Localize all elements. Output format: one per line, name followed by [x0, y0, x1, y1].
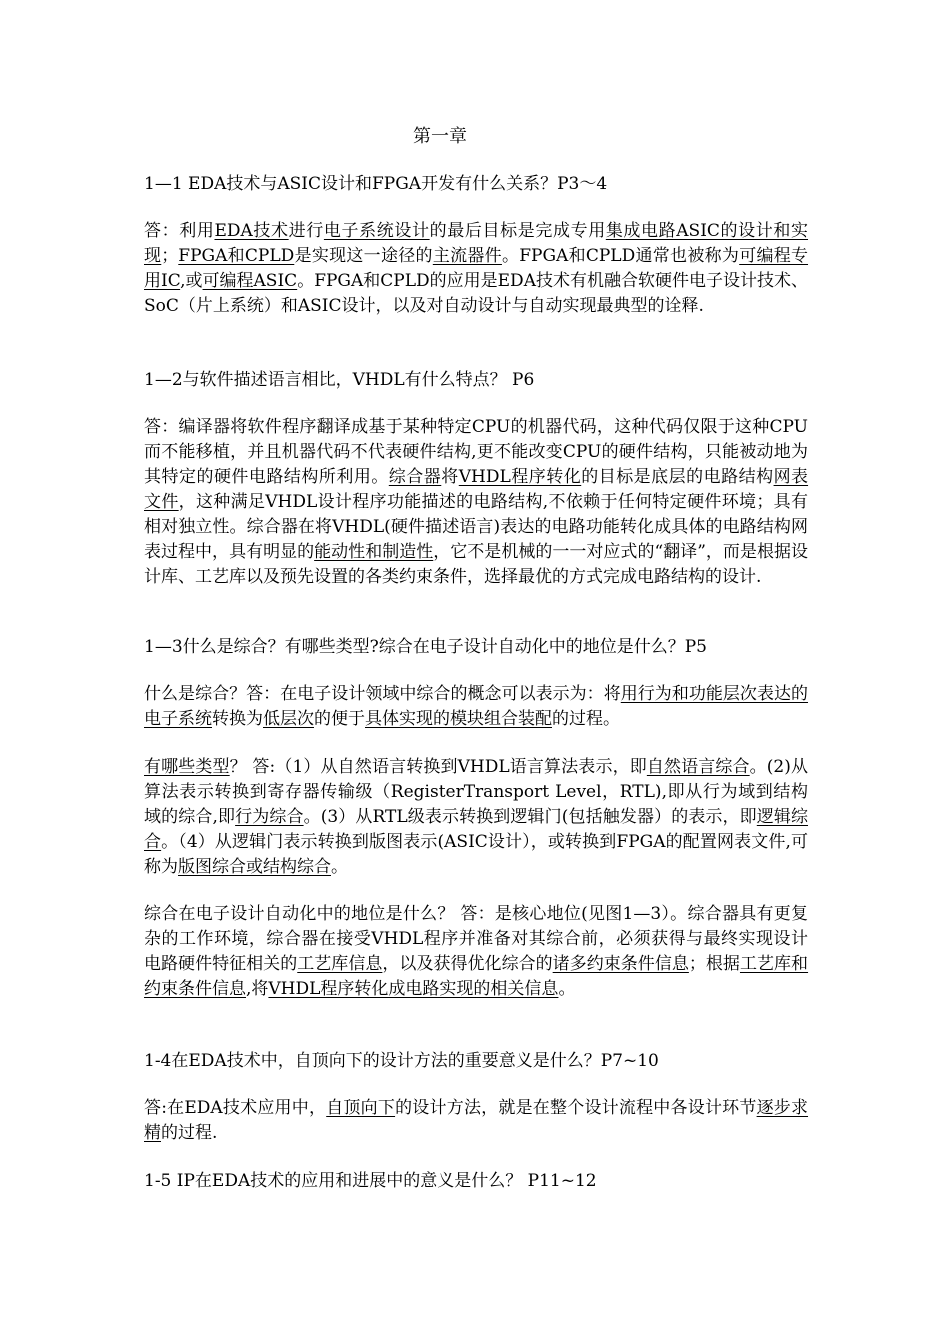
text-run: 答:在EDA技术应用中，	[144, 1098, 327, 1118]
underlined-term: 版图综合或结构综合	[178, 857, 331, 877]
question-1-1: 1—1 EDA技术与ASIC设计和FPGA开发有什么关系？P3～4	[144, 174, 608, 194]
underlined-term: 低层次	[263, 709, 314, 729]
underlined-term: 能动性和制造性	[314, 542, 434, 562]
text-run: 。	[331, 857, 348, 877]
underlined-term: 有哪些类型	[144, 757, 230, 777]
underlined-term: FPGA和CPLD	[178, 246, 295, 266]
underlined-term: VHDL程序转化成电路实现的相关信息	[268, 979, 559, 999]
underlined-term: 主流器件	[432, 246, 502, 266]
text-run: 是实现这一途径的	[294, 246, 433, 266]
underlined-term: 具体实现的模块组合装配	[365, 709, 552, 729]
text-run: 转换为	[212, 709, 263, 729]
text-run: 的目标是底层的电路结构	[581, 467, 774, 487]
question-1-4: 1-4在EDA技术中，自顶向下的设计方法的重要意义是什么？P7~10	[144, 1051, 659, 1071]
answer-1-4	[144, 1096, 808, 1146]
text-run: ；根据	[688, 954, 740, 974]
text-run: ；	[161, 246, 179, 266]
answer-1-2	[144, 415, 808, 590]
underlined-term: 逐步求精	[144, 1098, 809, 1143]
text-run: 。FPGA和CPLD通常也被称为	[501, 246, 740, 266]
underlined-term: 自然语言综合	[646, 757, 750, 777]
text-run: 的过程。	[552, 709, 620, 729]
answer-1-3-types	[144, 755, 808, 880]
answer-1-1	[144, 219, 808, 319]
answer-1-3-definition	[144, 682, 808, 732]
underlined-term: 可编程专用IC	[144, 246, 809, 291]
underlined-term: VHDL程序转化	[458, 467, 582, 487]
text-run: 进行	[288, 221, 324, 241]
underlined-term: EDA技术	[214, 221, 289, 241]
text-run: ，以及获得优化综合的	[382, 954, 553, 974]
text-run: ，这种满足VHDL设计程序功能描述的电路结构,不依赖于任何特定硬件环境；具有相对独立性。综合器在将VHDL(硬件描述语言)表达的电路功能转化成具体的电路结构网表过程中，具有明显的	[144, 492, 808, 562]
underlined-term: 综合器	[388, 467, 442, 487]
text-run: 的最后目标是完成专用	[429, 221, 606, 241]
text-run: ？ 答:（1）从自然语言转换到VHDL语言算法表示，即	[229, 757, 647, 777]
text-run: 的便于	[314, 709, 365, 729]
underlined-term: 工艺库信息	[297, 954, 383, 974]
underlined-term: 工艺库和约束条件信息	[144, 954, 809, 999]
question-1-2: 1—2与软件描述语言相比，VHDL有什么特点？ P6	[144, 370, 535, 390]
text-run: 答：编译器将软件程序翻译成基于某种特定CPU的机器代码，这种代码仅限于这种CPU而不能移植，并且机器代码不代表硬件结构,更不能改变CPU的硬件结构，只能被动地为其特定的硬件电路结构所利用。	[144, 417, 808, 487]
underlined-term: 逻辑综合	[144, 807, 809, 852]
question-1-5: 1-5 IP在EDA技术的应用和进展中的意义是什么？ P11~12	[144, 1171, 597, 1191]
text-run: 综合在电子设计自动化中的地位是什么？ 答：是核心地位(见图1—3）。综合器具有更复杂的工作环境，综合器在接受VHDL程序并准备对其综合前，必须获得与最终实现设计电路硬件特征相关的	[144, 904, 808, 974]
chapter-title: 第一章	[413, 126, 467, 147]
text-run: 的过程.	[161, 1123, 218, 1143]
text-run: 答：利用	[144, 221, 215, 241]
text-run: ,将	[246, 979, 269, 999]
underlined-term: 自顶向下	[326, 1098, 396, 1118]
text-run: 。FPGA和CPLD的应用是EDA技术有机融合软硬件电子设计技术、SoC（片上系统）和ASIC设计，以及对自动设计与自动实现最典型的诠释.	[144, 271, 808, 316]
text-run: 。(2)从算法表示转换到寄存器传输级（RegisterTransport Level，RTL),即从行为域到结构域的综合,即	[144, 757, 809, 827]
text-run: ，它不是机械的一一对应式的“翻译”，而是根据设计库、工艺库以及预先设置的各类约束条件，选择最优的方式完成电路结构的设计.	[144, 542, 808, 587]
underlined-term: 用行为和功能层次表达的电子系统	[144, 684, 809, 729]
question-1-3: 1—3什么是综合？有哪些类型?综合在电子设计自动化中的地位是什么？P5	[144, 637, 707, 657]
text-run: 将	[441, 467, 459, 487]
text-run: 。（4）从逻辑门表示转换到版图表示(ASIC设计），或转换到FPGA的配置网表文件,可称为	[144, 832, 808, 877]
underlined-term: 行为综合	[235, 807, 304, 827]
underlined-term: 网表文件	[144, 467, 809, 512]
underlined-term: 可编程ASIC	[202, 271, 298, 291]
underlined-term: 集成电路ASIC的设计和实现	[144, 221, 809, 266]
text-run: 的设计方法，就是在整个设计流程中各设计环节	[395, 1098, 757, 1118]
text-run: 。(3）从RTL级表示转换到逻辑门(包括触发器）的表示，即	[303, 807, 757, 827]
answer-1-3-status	[144, 902, 808, 1002]
text-run: 什么是综合？答：在电子设计领域中综合的概念可以表示为：将	[144, 684, 621, 704]
underlined-term: 诸多约束条件信息	[552, 954, 689, 974]
text-run: 。	[558, 979, 576, 999]
underlined-term: 电子系统设计	[323, 221, 430, 241]
text-run: ,或	[180, 271, 203, 291]
